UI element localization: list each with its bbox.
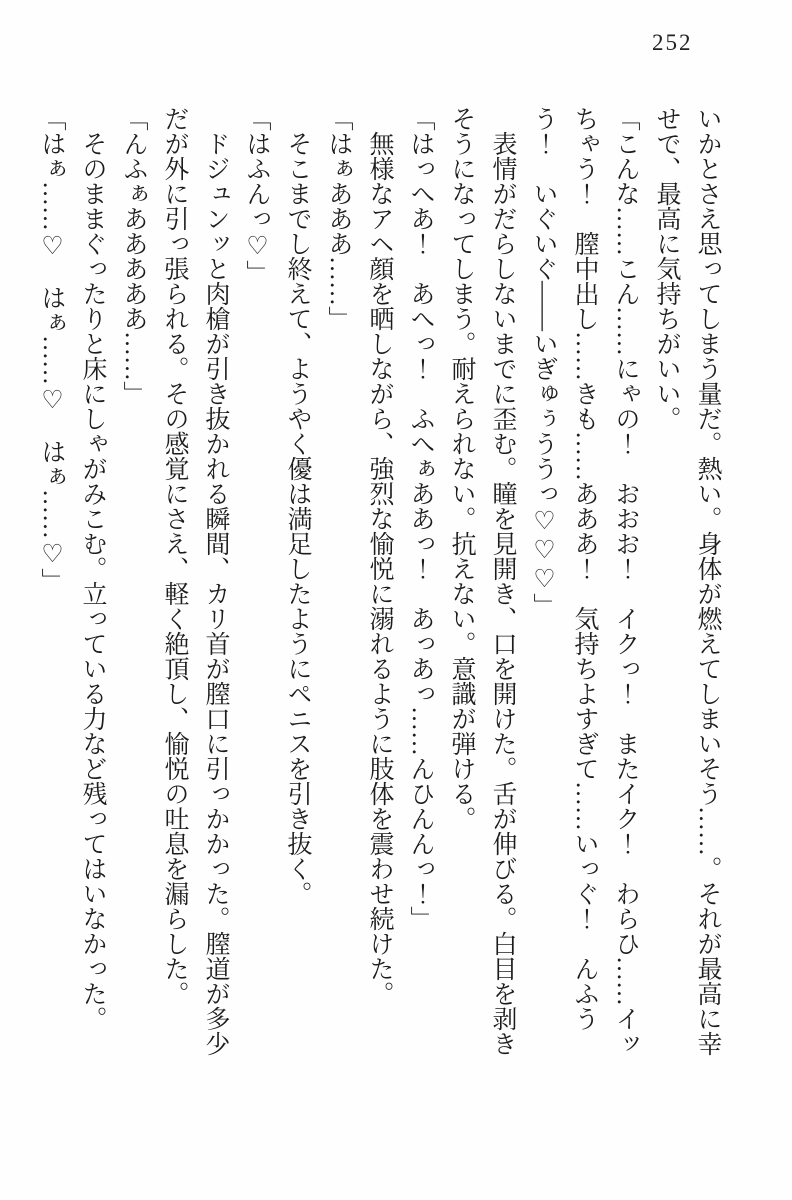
text-line: 「はぁ……♡ はぁ……♡ はぁ……♡」: [38, 106, 65, 593]
text-line: 無様なアヘ顔を晒しながら、強烈な愉悦に溺れるように肢体を震わせ続けた。: [366, 106, 393, 1006]
text-line: 「んふぁあああああ……」: [120, 106, 147, 406]
text-line: 表情がだらしないまでに歪む。瞳を見開き、口を開けた。舌が伸びる。白目を剥き: [489, 106, 516, 1056]
page-number: 252: [652, 30, 693, 55]
text-line: だが外に引っ張られる。その感覚にさえ、軽く絶頂し、愉悦の吐息を漏らした。: [161, 106, 188, 1006]
text-line: 「はぁあああ……」: [325, 106, 352, 331]
text-line: 「はっへあ！ あへっ！ ふへぁああっ！ あっあっ……んひんんっ！」: [407, 106, 434, 931]
text-line: せで、最高に気持ちがいい。: [653, 106, 680, 431]
text-block: [31, 106, 728, 1136]
text-line: そこまでし終えて、ようやく優は満足したようにペニスを引き抜く。: [284, 106, 311, 906]
text-line: ちゃう！ 膣中出し……きも……あああ！ 気持ちよすぎて……いっぐ！ んふう: [571, 106, 598, 1031]
text-line: いかとさえ思ってしまう量だ。熱い。身体が燃えてしまいそう……。それが最高に幸: [694, 106, 721, 1056]
text-line: 「はふんっ♡」: [243, 106, 270, 285]
text-line: 「こんな……こん……にゃの！ おおお！ イクっ！ またイク！ わらひ……イッ: [612, 106, 639, 1056]
text-line: う！ いぐいぐ――いぎゅぅううっ♡♡♡」: [530, 106, 557, 618]
text-line: そうになってしまう。耐えられない。抗えない。意識が弾ける。: [448, 106, 475, 831]
text-line: そのままぐったりと床にしゃがみこむ。立っている力など残ってはいなかった。: [79, 106, 106, 1031]
text-line: ドジュンッと肉槍が引き抜かれる瞬間、カリ首が膣口に引っかかった。膣道が多少: [202, 106, 229, 1056]
